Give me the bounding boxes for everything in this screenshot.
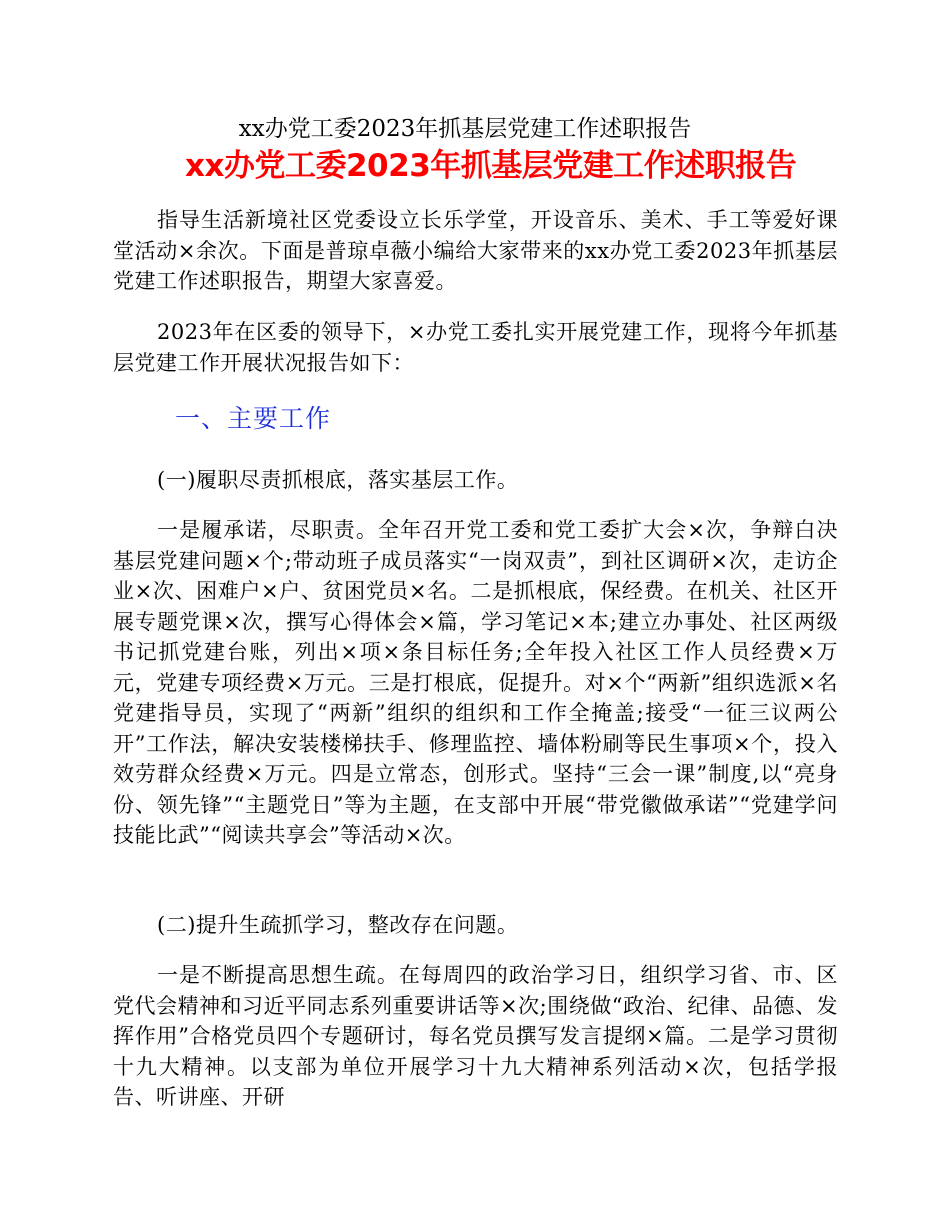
subsection-1-block [113,515,838,851]
document-title-small: xx办党工委2023年抓基层党建工作述职报告 [238,116,692,142]
section-heading: 一、主要工作 [175,404,332,433]
intro-paragraph: 指导生活新境社区党委设立长乐学堂，开设音乐、美术、手工等爱好课堂活动×余次。下面是普琼卓薇小编给大家带来的xx办党工委2023年抓基层党建工作述职报告，期望大家喜爱。 [113,208,838,293]
intro-block [113,205,838,297]
opening-paragraph: 2023年在区委的领导下，×办党工委扎实开展党建工作，现将今年抓基层党建工作开展状况报告如下： [113,320,838,375]
opening-block [113,317,838,378]
subsection-1-body: 一是履承诺，尽职责。全年召开党工委和党工委扩大会×次，争辩白决基层党建问题×个;带动班子成员落实“一岗双责”，到社区调研×次，走访企业×次、困难户×户、贫困党员×名。二是抓根底，保经费。在机关、社区开展专题党课×次，撰写心得体会×篇，学习笔记×本;建立办事处、社区两级书记抓党建台账，列出×项×条目标任务;全年投入社区工作人员经费×万元，党建专项经费×万元。三是打根底，促提升。对×个“两新”组织选派×名党建指导员，实现了“两新”组织的组织和工作全掩盖;接受“一征三议两公开”工作法，解决安装楼梯扶手、修理监控、墙体粉刷等民生事项×个，投入效劳群众经费×万元。四是立常态，创形式。坚持“三会一课”制度,以“亮身份、领先锋”“主题党日”等为主题，在支部中开展“带党徽做承诺”“党建学问技能比武”“阅读共享会”等活动×次。 [113,518,838,847]
document-title-main: xx办党工委2023年抓基层党建工作述职报告 [185,148,797,184]
subsection-1-heading: (一)履职尽责抓根底，落实基层工作。 [157,468,519,492]
subsection-2-block [113,960,838,1113]
subsection-2-body: 一是不断提高思想生疏。在每周四的政治学习日，组织学习省、市、区党代会精神和习近平同志系列重要讲话等×次;围绕做“政治、纪律、品德、发挥作用”合格党员四个专题研讨，每名党员撰写发言提纲×篇。二是学习贯彻十九大精神。以支部为单位开展学习十九大精神系列活动×次，包括学报告、听讲座、开研 [113,963,838,1109]
subsection-2-heading: (二)提升生疏抓学习，整改存在问题。 [157,913,519,937]
